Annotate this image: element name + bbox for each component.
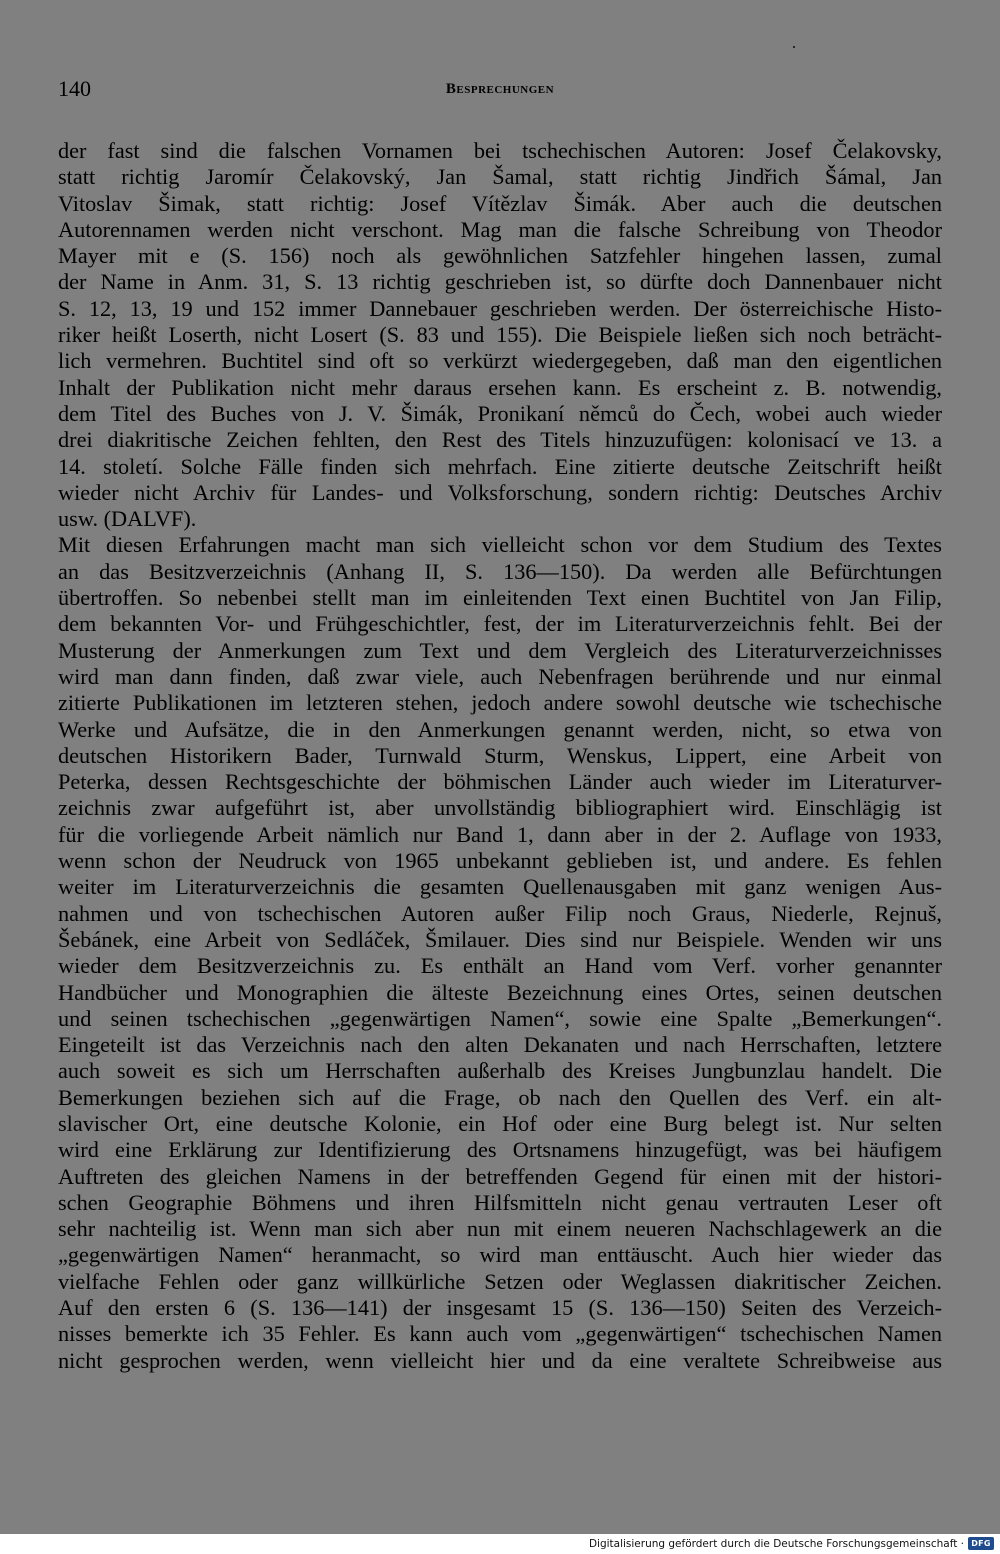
- text-line: für die vorliegende Arbeit nämlich nur Band 1, dann aber in der 2. Auflage von 1933,: [58, 821, 942, 847]
- text-line: an das Besitzverzeichnis (Anhang II, S. 136—150). Da werden alle Befürchtungen: [58, 558, 942, 584]
- text-line: Inhalt der Publikation nicht mehr daraus ersehen kann. Es erscheint z. B. notwendig,: [58, 374, 942, 400]
- text-line: nisses bemerkte ich 35 Fehler. Es kann auch vom „gegenwärtigen“ tschechischen Namen: [58, 1321, 942, 1347]
- text-line: sehr nachteilig ist. Wenn man sich aber nun mit einem neueren Nachschlagewerk an die: [58, 1216, 942, 1242]
- footer-bar: [0, 1534, 1000, 1554]
- text-line: Peterka, dessen Rechtsgeschichte der böhmischen Länder auch wieder im Literaturver-: [58, 769, 942, 795]
- text-line: wieder dem Besitzverzeichnis zu. Es enthält an Hand vom Verf. vorher genannter: [58, 953, 942, 979]
- text-line: S. 12, 13, 19 und 152 immer Dannebauer geschrieben werden. Der österreichische Histo-: [58, 295, 942, 321]
- text-line: auch soweit es sich um Herrschaften außerhalb des Kreises Jungbunzlau handelt. Die: [58, 1058, 942, 1084]
- text-line: dem Titel des Buches von J. V. Šimák, Pronikaní němců do Čech, wobei auch wieder: [58, 400, 942, 426]
- text-line: übertroffen. So nebenbei stellt man im einleitenden Text einen Buchtitel von Jan Filip,: [58, 585, 942, 611]
- text-line: drei diakritische Zeichen fehlten, den Rest des Titels hinzuzufügen: kolonisací ve 13. a: [58, 427, 942, 453]
- text-line: schen Geographie Böhmens und ihren Hilfsmitteln nicht genau vertrauten Leser oft: [58, 1189, 942, 1215]
- text-line: deutschen Historikern Bader, Turnwald Sturm, Wenskus, Lippert, eine Arbeit von: [58, 742, 942, 768]
- text-line: und seinen tschechischen „gegenwärtigen Namen“, sowie eine Spalte „Bemerkungen“.: [58, 1005, 942, 1031]
- text-line: Mit diesen Erfahrungen macht man sich vielleicht schon vor dem Studium des Textes: [58, 532, 942, 558]
- text-line: wieder nicht Archiv für Landes- und Volksforschung, sondern richtig: Deutsches Archiv: [58, 479, 942, 505]
- text-line: vielfache Fehlen oder ganz willkürliche Setzen oder Weglassen diakritischer Zeichen.: [58, 1268, 942, 1294]
- text-line: statt richtig Jaromír Čelakovský, Jan Šamal, statt richtig Jindřich Šámal, Jan: [58, 164, 942, 190]
- text-line: riker heißt Loserth, nicht Losert (S. 83 und 155). Die Beispiele ließen sich noch beträcht-: [58, 322, 942, 348]
- page-number: 140: [58, 76, 91, 101]
- text-line: lich vermehren. Buchtitel sind oft so verkürzt wiedergegeben, daß man den eigentlichen: [58, 348, 942, 374]
- scan-speck: [793, 46, 795, 48]
- text-line: weiter im Literaturverzeichnis die gesamten Quellenausgaben mit ganz wenigen Aus-: [58, 874, 942, 900]
- text-line: der fast sind die falschen Vornamen bei tschechischen Autoren: Josef Čelakovsky,: [58, 138, 942, 163]
- text-line: nicht gesprochen werden, wenn vielleicht hier und da eine veraltete Schreibweise aus: [58, 1347, 942, 1373]
- text-line: nahmen und von tschechischen Autoren außer Filip noch Graus, Niederle, Rejnuš,: [58, 900, 942, 926]
- text-line: Eingeteilt ist das Verzeichnis nach den alten Dekanaten und nach Herrschaften, letztere: [58, 1032, 942, 1058]
- text-line: Mayer mit e (S. 156) noch als gewöhnlichen Satzfehler hingehen lassen, zumal: [58, 243, 942, 269]
- text-line: „gegenwärtigen Namen“ heranmacht, so wird man enttäuscht. Auch hier wieder das: [58, 1242, 942, 1268]
- dfg-logo: DFG: [968, 1537, 994, 1550]
- section-title: Besprechungen: [445, 81, 555, 97]
- text-line: 14. století. Solche Fälle finden sich mehrfach. Eine zitierte deutsche Zeitschrift heißt: [58, 453, 942, 479]
- text-line: wird man dann finden, daß zwar viele, auch Nebenfragen berührende und nur einmal: [58, 663, 942, 689]
- text-line: Auftreten des gleichen Namens in der betreffenden Gegend für einen mit der histori-: [58, 1163, 942, 1189]
- text-line: dem bekannten Vor- und Frühgeschichtler, fest, der im Literaturverzeichnis fehlt. Bei der: [58, 611, 942, 637]
- text-line: Handbücher und Monographien die älteste Bezeichnung eines Ortes, seinen deutschen: [58, 979, 942, 1005]
- body-text: [58, 138, 942, 1374]
- text-line: wird eine Erklärung zur Identifizierung des Ortsnamens hinzugefügt, was bei häufigem: [58, 1137, 942, 1163]
- funding-credit: Digitalisierung gefördert durch die Deutsche Forschungsgemeinschaft ·: [588, 1538, 964, 1550]
- text-line: zitierte Publikationen im letzteren stehen, jedoch andere sowohl deutsche wie tschechische: [58, 690, 942, 716]
- running-head: [58, 76, 942, 106]
- text-line: slavischer Ort, eine deutsche Kolonie, ein Hof oder eine Burg belegt ist. Nur selten: [58, 1110, 942, 1136]
- text-line: zeichnis zwar aufgeführt ist, aber unvollständig bibliographiert wird. Einschlägig ist: [58, 795, 942, 821]
- text-line: wenn schon der Neudruck von 1965 unbekannt geblieben ist, und andere. Es fehlen: [58, 848, 942, 874]
- text-line: Werke und Aufsätze, die in den Anmerkungen genannt werden, nicht, so etwa von: [58, 716, 942, 742]
- text-line: usw. (DALVF).: [58, 506, 197, 532]
- text-line: der Name in Anm. 31, S. 13 richtig geschrieben ist, so dürfte doch Dannenbauer nicht: [58, 269, 942, 295]
- text-line: Bemerkungen beziehen sich auf die Frage, ob nach den Quellen des Verf. ein alt-: [58, 1084, 942, 1110]
- text-line: Šebánek, eine Arbeit von Sedláček, Šmilauer. Dies sind nur Beispiele. Wenden wir uns: [58, 926, 942, 952]
- text-line: Auf den ersten 6 (S. 136—141) der insgesamt 15 (S. 136—150) Seiten des Verzeich-: [58, 1295, 942, 1321]
- text-line: Musterung der Anmerkungen zum Text und dem Vergleich des Literaturverzeichnisses: [58, 637, 942, 663]
- text-line: Vitoslav Šimak, statt richtig: Josef Vítězlav Šimák. Aber auch die deutschen: [58, 190, 942, 216]
- text-line: Autorennamen werden nicht verschont. Mag man die falsche Schreibung von Theodor: [58, 216, 942, 242]
